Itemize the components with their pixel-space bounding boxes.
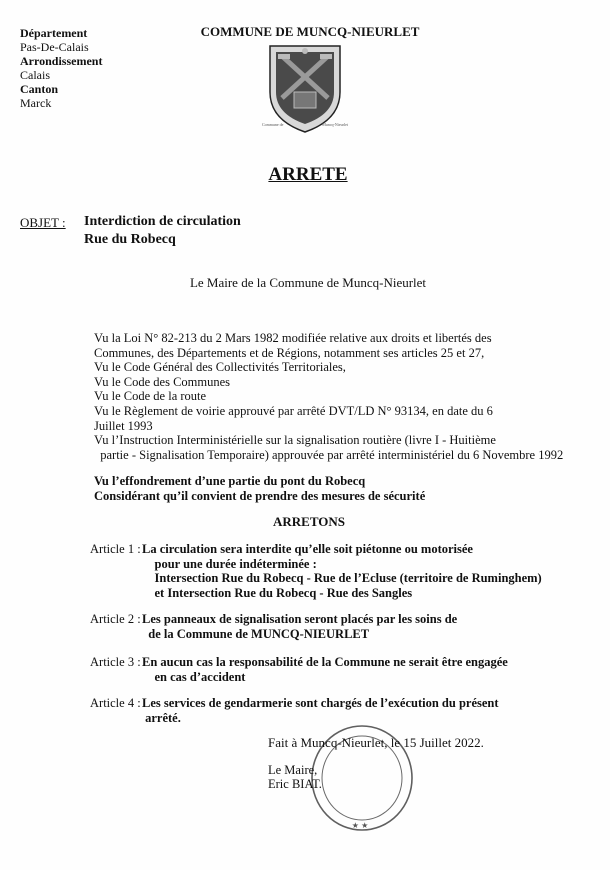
arrondissement-label: Arrondissement [20, 54, 103, 68]
article-line: pour une durée indéterminée : [142, 556, 317, 571]
article-line: en cas d’accident [142, 669, 246, 684]
article-1-text [142, 542, 542, 600]
maire-intro: Le Maire de la Commune de Muncq-Nieurlet [189, 275, 427, 290]
vu-line: Vu l’Instruction Interministérielle sur la signalisation routière (livre I - Huitième [94, 433, 496, 448]
crest-caption-left: Commune de [262, 122, 284, 127]
article-line: Les panneaux de signalisation seront placés par les soins de [142, 612, 458, 626]
signature-block [268, 763, 322, 791]
vu-line: Communes, des Départements et de Régions, notamment ses articles 25 et 27, [94, 345, 485, 360]
objet-label: OBJET : [20, 215, 66, 230]
article-3-text [142, 655, 508, 684]
arretons-heading: ARRETONS [272, 514, 345, 529]
considerant-line: Vu l’effondrement d’une partie du pont du Robecq [94, 474, 366, 488]
arrondissement-value: Calais [20, 68, 50, 82]
vu-clauses [94, 331, 564, 462]
objet-line: Interdiction de circulation [84, 214, 241, 229]
article-2-label: Article 2 : [90, 612, 141, 626]
article-4-label: Article 4 : [90, 696, 141, 710]
vu-line: Vu le Code des Communes [94, 374, 231, 389]
vu-line: Vu le Code de la route [94, 389, 207, 404]
vu-line: Vu le Règlement de voirie approuvé par arrêté DVT/LD N° 93134, en date du 6 [94, 403, 493, 418]
objet-text [84, 213, 241, 249]
document-title: ARRETE [268, 164, 348, 185]
svg-text:★ ★: ★ ★ [351, 821, 369, 830]
signature-role: Le Maire, [268, 763, 318, 777]
crest-caption-right: Muncq-Nieurlet [322, 122, 348, 127]
fait-a-line: Fait à Muncq-Nieurlet, le 15 Juillet 2022. [268, 735, 484, 750]
article-line: Intersection Rue du Robecq - Rue de l’Ecluse (territoire de Ruminghem) [142, 571, 542, 586]
canton-label: Canton [20, 82, 59, 96]
vu-line: partie - Signalisation Temporaire) approuvée par arrêté interministériel du 6 Novembre 1992 [94, 447, 564, 462]
article-line: La circulation sera interdite qu’elle soit piétonne ou motorisée [142, 542, 473, 556]
signature-name: Eric BIAT. [268, 777, 322, 791]
canton-value: Marck [20, 96, 52, 110]
article-line: et Intersection Rue du Robecq - Rue des Sangles [142, 585, 413, 600]
considerant-line: Considérant qu’il convient de prendre des mesures de sécurité [94, 489, 426, 503]
article-line: En aucun cas la responsabilité de la Commune ne serait être engagée [142, 655, 508, 669]
commune-name: COMMUNE DE MUNCQ-NIEURLET [200, 24, 420, 39]
considerants [94, 474, 425, 504]
vu-line: Juillet 1993 [94, 418, 153, 433]
crest-caption [262, 122, 348, 127]
objet-line: Rue du Robecq [84, 232, 176, 247]
article-line: arrêté. [142, 710, 181, 725]
article-2-text [142, 612, 457, 641]
departement-label: Département [20, 26, 88, 40]
vu-line: Vu la Loi N° 82-213 du 2 Mars 1982 modifiée relative aux droits et libertés des [94, 331, 492, 345]
article-1-label: Article 1 : [90, 542, 141, 556]
article-line: Les services de gendarmerie sont chargés de l’exécution du présent [142, 696, 499, 710]
article-line: de la Commune de MUNCQ-NIEURLET [142, 626, 370, 641]
vu-line: Vu le Code Général des Collectivités Territoriales, [94, 360, 346, 375]
article-3-label: Article 3 : [90, 655, 141, 669]
departement-value: Pas-De-Calais [20, 40, 89, 54]
